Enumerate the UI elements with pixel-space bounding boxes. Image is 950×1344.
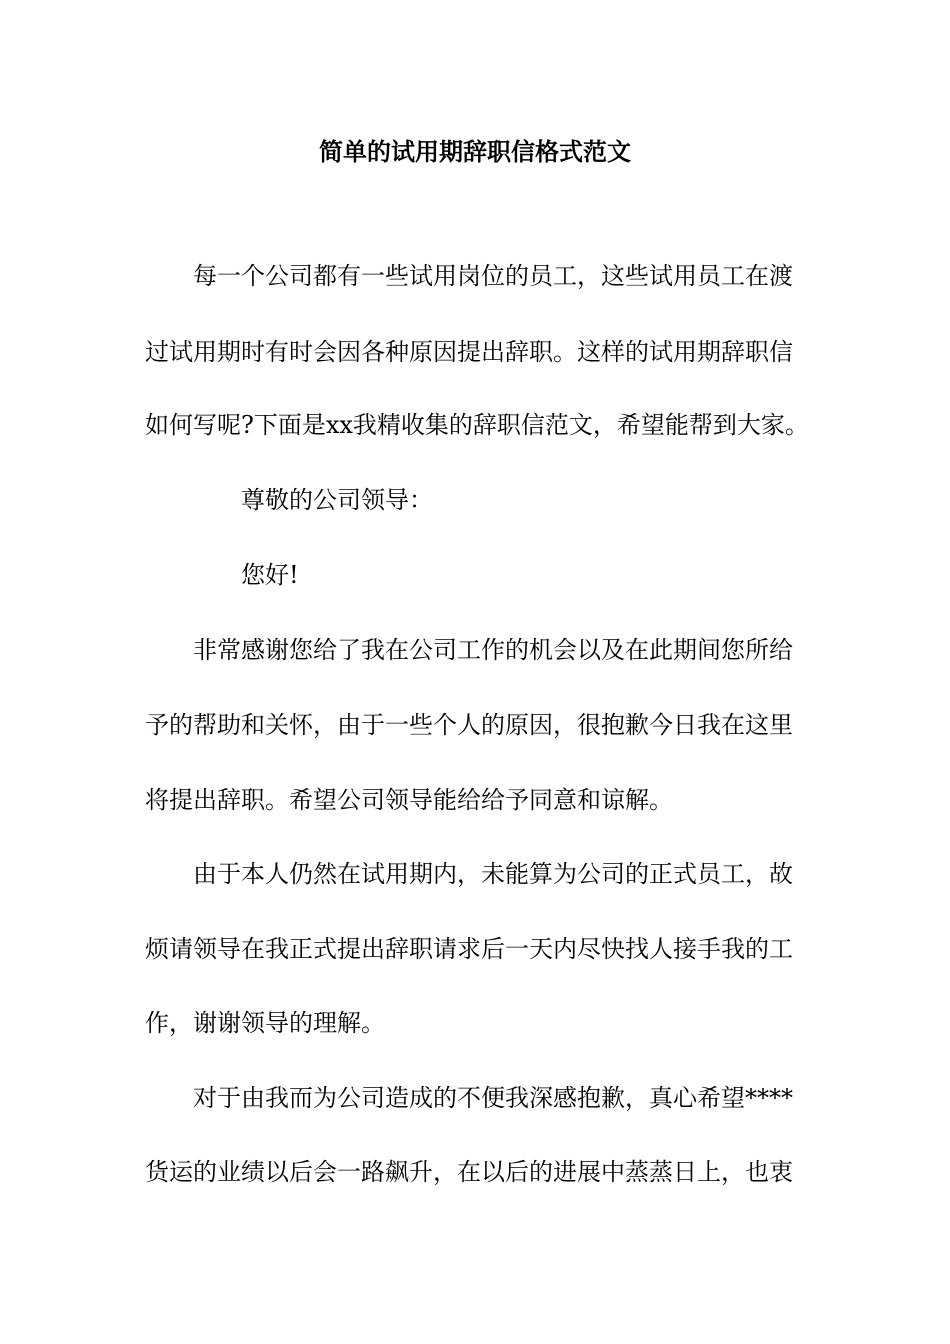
paragraph-line: 每一个公司都有一些试用岗位的员工，这些试用员工在渡 (193, 262, 793, 290)
paragraph-line: 予的帮助和关怀，由于一些个人的原因，很抱歉今日我在这里 (145, 711, 793, 739)
paragraph-line: 货运的业绩以后会一路飙升，在以后的进展中蒸蒸日上，也衷 (145, 1158, 793, 1186)
paragraph-line: 如何写呢?下面是xx我精收集的辞职信范文，希望能帮到大家。 (145, 411, 809, 439)
paragraph-line: 过试用期时有时会因各种原因提出辞职。这样的试用期辞职信 (145, 338, 793, 366)
greeting: 您好! (241, 561, 299, 589)
paragraph-line: 由于本人仍然在试用期内，未能算为公司的正式员工，故 (193, 860, 793, 888)
paragraph-line: 作，谢谢领导的理解。 (145, 1009, 385, 1037)
salutation: 尊敬的公司领导： (241, 486, 433, 514)
paragraph-line: 对于由我而为公司造成的不便我深感抱歉，真心希望**** (193, 1084, 793, 1112)
paragraph-line: 烦请领导在我正式提出辞职请求后一天内尽快找人接手我的工 (145, 935, 793, 963)
document-title: 简单的试用期辞职信格式范文 (319, 137, 631, 166)
paragraph-line: 将提出辞职。希望公司领导能给给予同意和谅解。 (145, 786, 673, 814)
paragraph-line: 非常感谢您给了我在公司工作的机会以及在此期间您所给 (193, 636, 793, 664)
